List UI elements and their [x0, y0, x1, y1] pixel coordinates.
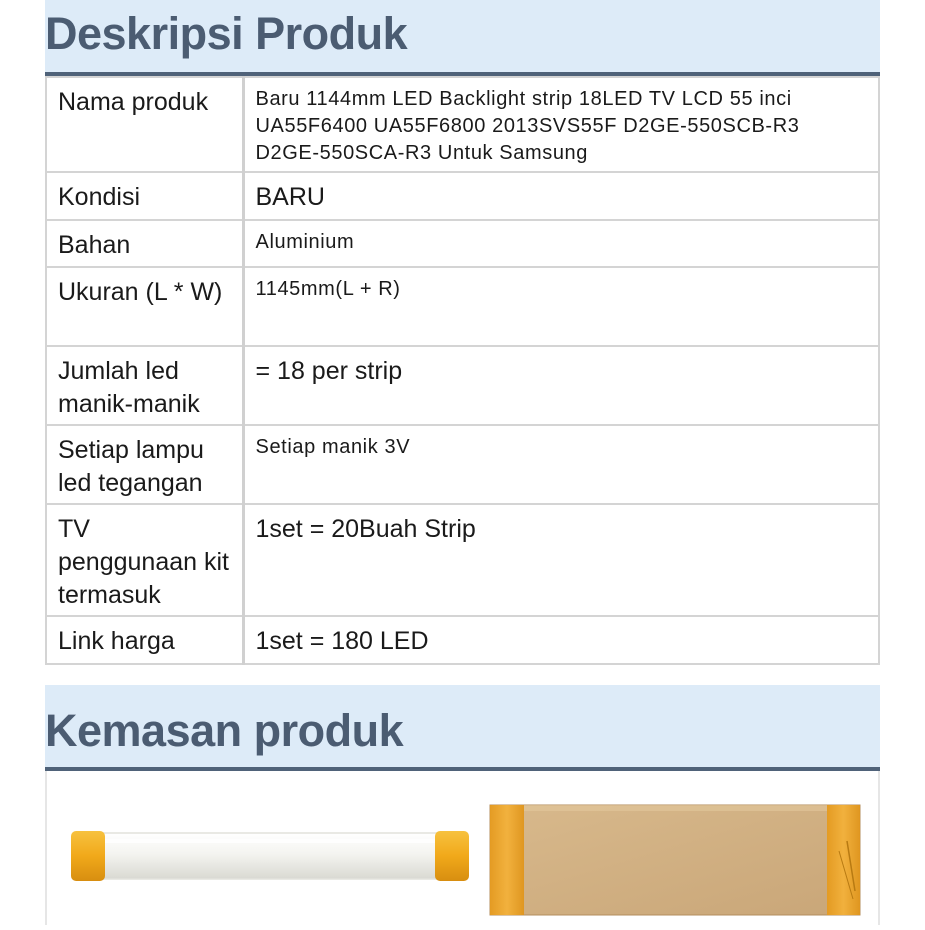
section-header-description: [45, 0, 880, 76]
spec-value: Baru 1144mm LED Backlight strip 18LED TV LCD 55 inci UA55F6400 UA55F6800 2013SVS55F D2GE-550SCB-R3 D2GE-550SCA-R3 Untuk Samsung: [243, 77, 879, 172]
tape-left: [490, 805, 524, 915]
packaging-illustration: [47, 771, 878, 925]
table-row: [46, 267, 879, 346]
spec-value: 1set = 20Buah Strip: [243, 504, 879, 616]
table-row: [46, 425, 879, 504]
table-row: [46, 77, 879, 172]
tube-end-cap-right: [435, 831, 469, 881]
section-title: Deskripsi Produk: [45, 8, 408, 59]
table-row: [46, 172, 879, 220]
tube-end-cap-left: [71, 831, 105, 881]
spec-label: TV penggunaan kit termasuk: [46, 504, 243, 616]
spec-value: = 18 per strip: [243, 346, 879, 425]
spec-value: Setiap manik 3V: [243, 425, 879, 504]
spec-value: 1set = 180 LED: [243, 616, 879, 664]
spec-value: BARU: [243, 172, 879, 220]
spec-label: Ukuran (L * W): [46, 267, 243, 346]
section-header-packaging: [45, 685, 880, 771]
spec-label: Nama produk: [46, 77, 243, 172]
table-row: [46, 220, 879, 267]
spec-label: Setiap lampu led tegangan: [46, 425, 243, 504]
spec-value: Aluminium: [243, 220, 879, 267]
spec-label: Kondisi: [46, 172, 243, 220]
section-title: Kemasan produk: [45, 705, 404, 756]
spec-label: Bahan: [46, 220, 243, 267]
spec-label: Link harga: [46, 616, 243, 664]
spec-label: Jumlah led manik-manik: [46, 346, 243, 425]
table-row: [46, 346, 879, 425]
led-strip-tube: [71, 831, 469, 881]
packaging-images: [45, 771, 880, 925]
cardboard-box: [490, 805, 860, 915]
spec-value: 1145mm(L + R): [243, 267, 879, 346]
tape-right: [827, 805, 860, 915]
table-row: [46, 504, 879, 616]
spec-table: [45, 76, 880, 665]
table-row: [46, 616, 879, 664]
